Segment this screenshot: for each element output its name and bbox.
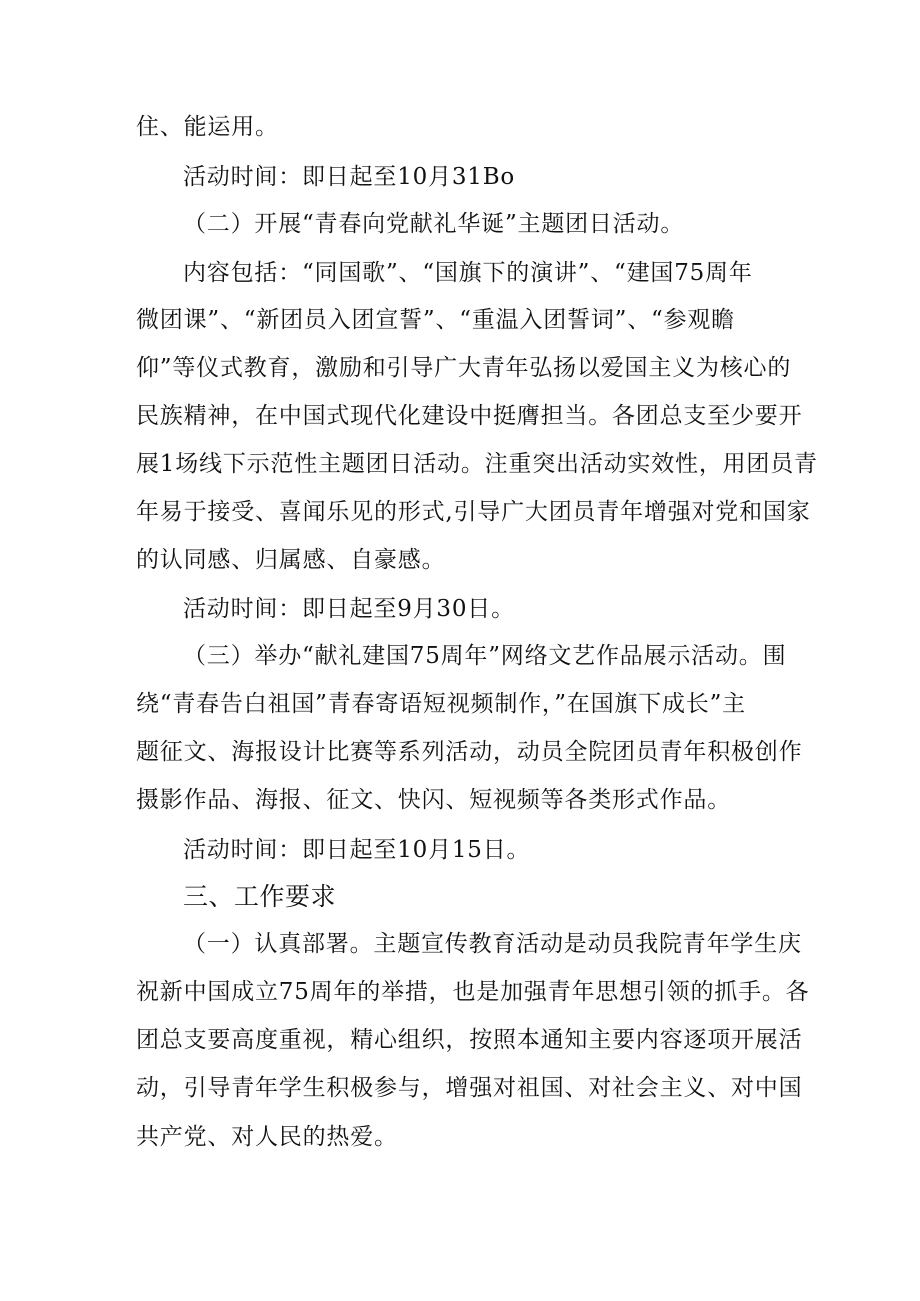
paragraph-line: （一）认真部署。主题宣传教育活动是动员我院青年学生庆	[183, 931, 802, 957]
section-heading: 三、工作要求	[183, 882, 337, 911]
paragraph-line: 动，引导青年学生积极参与，增强对祖国、对社会主义、对中国	[136, 1075, 803, 1101]
paragraph-line: 团总支要高度重视，精心组织，按照本通知主要内容逐项开展活	[136, 1027, 803, 1053]
section-subtitle: （三）举办“献礼建国75周年”网络文艺作品展示活动。围	[183, 643, 787, 669]
paragraph-line: 题征文、海报设计比赛等系列活动，动员全院团员青年积极创作	[136, 739, 803, 765]
paragraph-line: 仰”等仪式教育，激励和引导广大青年弘扬以爱国主义为核心的	[136, 355, 792, 381]
paragraph-line: 祝新中国成立75周年的举措，也是加强青年思想引领的抓手。各	[136, 979, 810, 1005]
paragraph-line: 摄影作品、海报、征文、快闪、短视频等各类形式作品。	[136, 787, 731, 813]
paragraph-line: 共产党、对人民的热爱。	[136, 1124, 398, 1150]
paragraph-line: 展1场线下示范性主题团日活动。注重突出活动实效性，用团员青	[136, 451, 818, 477]
section-subtitle: （二）开展“青春向党献礼华诞”主题团日活动。	[183, 211, 685, 237]
paragraph-line: 活动时间：即日起至10月31Bo	[183, 164, 516, 190]
paragraph-line: 微团课”、“新团员入团宣誓”、“重温入团誓词”、“参观瞻	[136, 307, 735, 333]
paragraph-line: 绕“青春告白祖国”青春寄语短视频制作，”在国旗下成长”主	[136, 691, 746, 717]
paragraph-line: 住、能运用。	[136, 114, 279, 140]
paragraph-line: 民族精神，在中国式现代化建设中挺膺担当。各团总支至少要开	[136, 403, 803, 429]
paragraph-line: 内容包括：“同国歌”、“国旗下的演讲”、“建国75周年	[183, 260, 753, 286]
paragraph-line: 的认同感、归属感、自豪感。	[136, 547, 446, 573]
paragraph-line: 年易于接受、喜闻乐见的形式,引导广大团员青年增强对党和国家	[136, 499, 811, 525]
paragraph-line: 活动时间：即日起至9月30日。	[183, 596, 515, 622]
paragraph-line: 活动时间：即日起至10月15日。	[183, 837, 531, 863]
